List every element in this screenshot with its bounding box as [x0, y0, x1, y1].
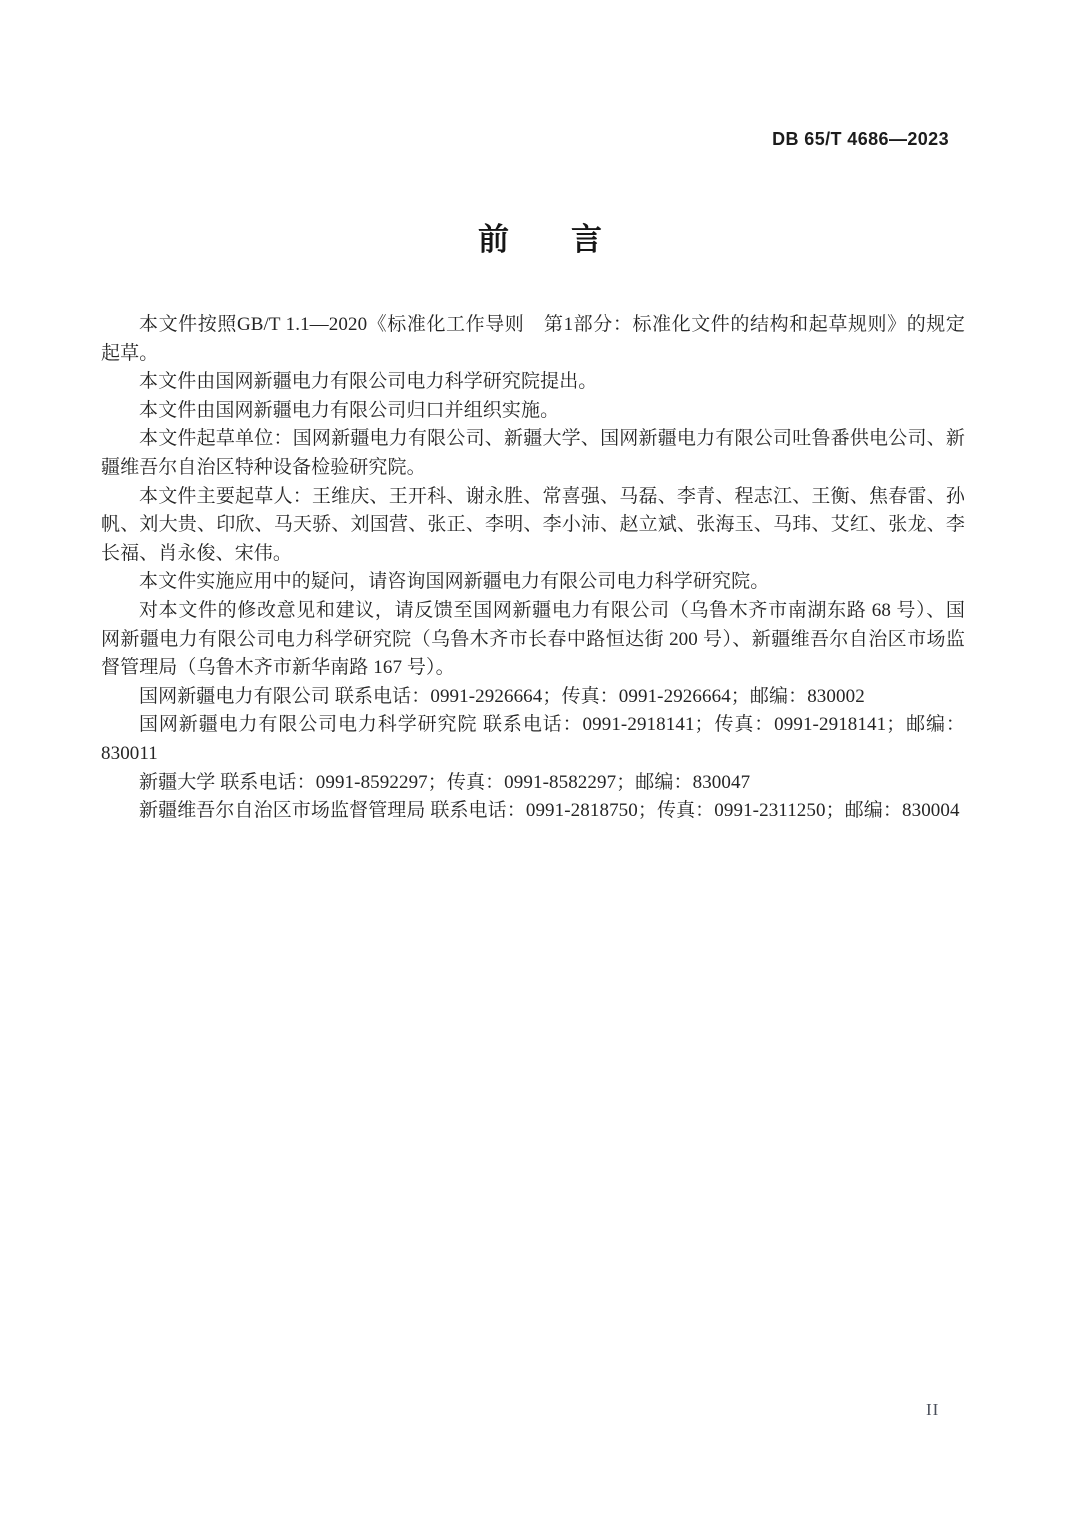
title-char-1: 前: [478, 222, 509, 257]
paragraph-drafting-basis: [101, 311, 965, 368]
page-number: II: [926, 1400, 940, 1419]
paragraph-main-drafters: [101, 483, 965, 569]
text-line: 帆、刘大贵、印欣、马天骄、刘国营、张正、李明、李小沛、赵立斌、张海玉、马玮、艾红、张龙、李: [101, 514, 965, 536]
text-line: 新疆大学 联系电话：0991-8592297；传真：0991-8582297；邮编：830047: [139, 771, 751, 793]
text-line: 新疆维吾尔自治区市场监督管理局 联系电话：0991-2818750；传真：0991-2311250；邮编：830004: [139, 800, 960, 822]
text-line: 830011: [101, 742, 158, 764]
text-line: 督管理局（乌鲁木齐市新华南路 167 号）。: [101, 657, 455, 679]
paragraph-implementation-inquiries: [101, 568, 965, 597]
paragraph-feedback-addresses: [101, 597, 965, 683]
paragraph-administered-by: [101, 397, 965, 426]
text-line: 网新疆电力有限公司电力科学研究院（乌鲁木齐市长春中路恒达街 200 号）、新疆维吾尔自治区市场监: [101, 628, 965, 650]
paragraph-proposed-by: [101, 368, 965, 397]
text-line: 本文件主要起草人：王维庆、王开科、谢永胜、常喜强、马磊、李青、程志江、王衡、焦春雷、孙: [139, 485, 965, 507]
page-title: [0, 222, 1080, 258]
text-line: 国网新疆电力有限公司 联系电话：0991-2926664；传真：0991-2926664；邮编：830002: [139, 685, 865, 707]
text-line: 本文件起草单位：国网新疆电力有限公司、新疆大学、国网新疆电力有限公司吐鲁番供电公司、新: [139, 428, 965, 450]
paragraph-drafting-organizations: [101, 425, 965, 482]
title-char-2: 言: [571, 222, 602, 257]
contact-info-research-institute: [101, 711, 965, 768]
contact-info-xinjiang-university: [101, 769, 965, 798]
contact-info-market-regulation-bureau: [101, 797, 965, 826]
text-line: 国网新疆电力有限公司电力科学研究院 联系电话：0991-2918141；传真：0991-2918141；邮编：: [139, 714, 965, 736]
foreword-body: [101, 311, 965, 826]
text-line: 长福、肖永俊、宋伟。: [101, 542, 293, 564]
text-line: 起草。: [101, 342, 159, 364]
text-line: 疆维吾尔自治区特种设备检验研究院。: [101, 456, 426, 478]
text-line: 本文件按照GB/T 1.1—2020《标准化工作导则 第1部分：标准化文件的结构和起草规则》的规定: [139, 314, 965, 335]
contact-info-epc: [101, 683, 965, 712]
text-line: 本文件实施应用中的疑问，请咨询国网新疆电力有限公司电力科学研究院。: [139, 571, 770, 593]
text-line: 本文件由国网新疆电力有限公司归口并组织实施。: [139, 399, 560, 421]
doc-number: DB 65/T 4686—2023: [772, 129, 949, 149]
text-line: 本文件由国网新疆电力有限公司电力科学研究院提出。: [139, 371, 598, 393]
text-line: 对本文件的修改意见和建议，请反馈至国网新疆电力有限公司（乌鲁木齐市南湖东路 68 号）、国: [139, 599, 965, 621]
